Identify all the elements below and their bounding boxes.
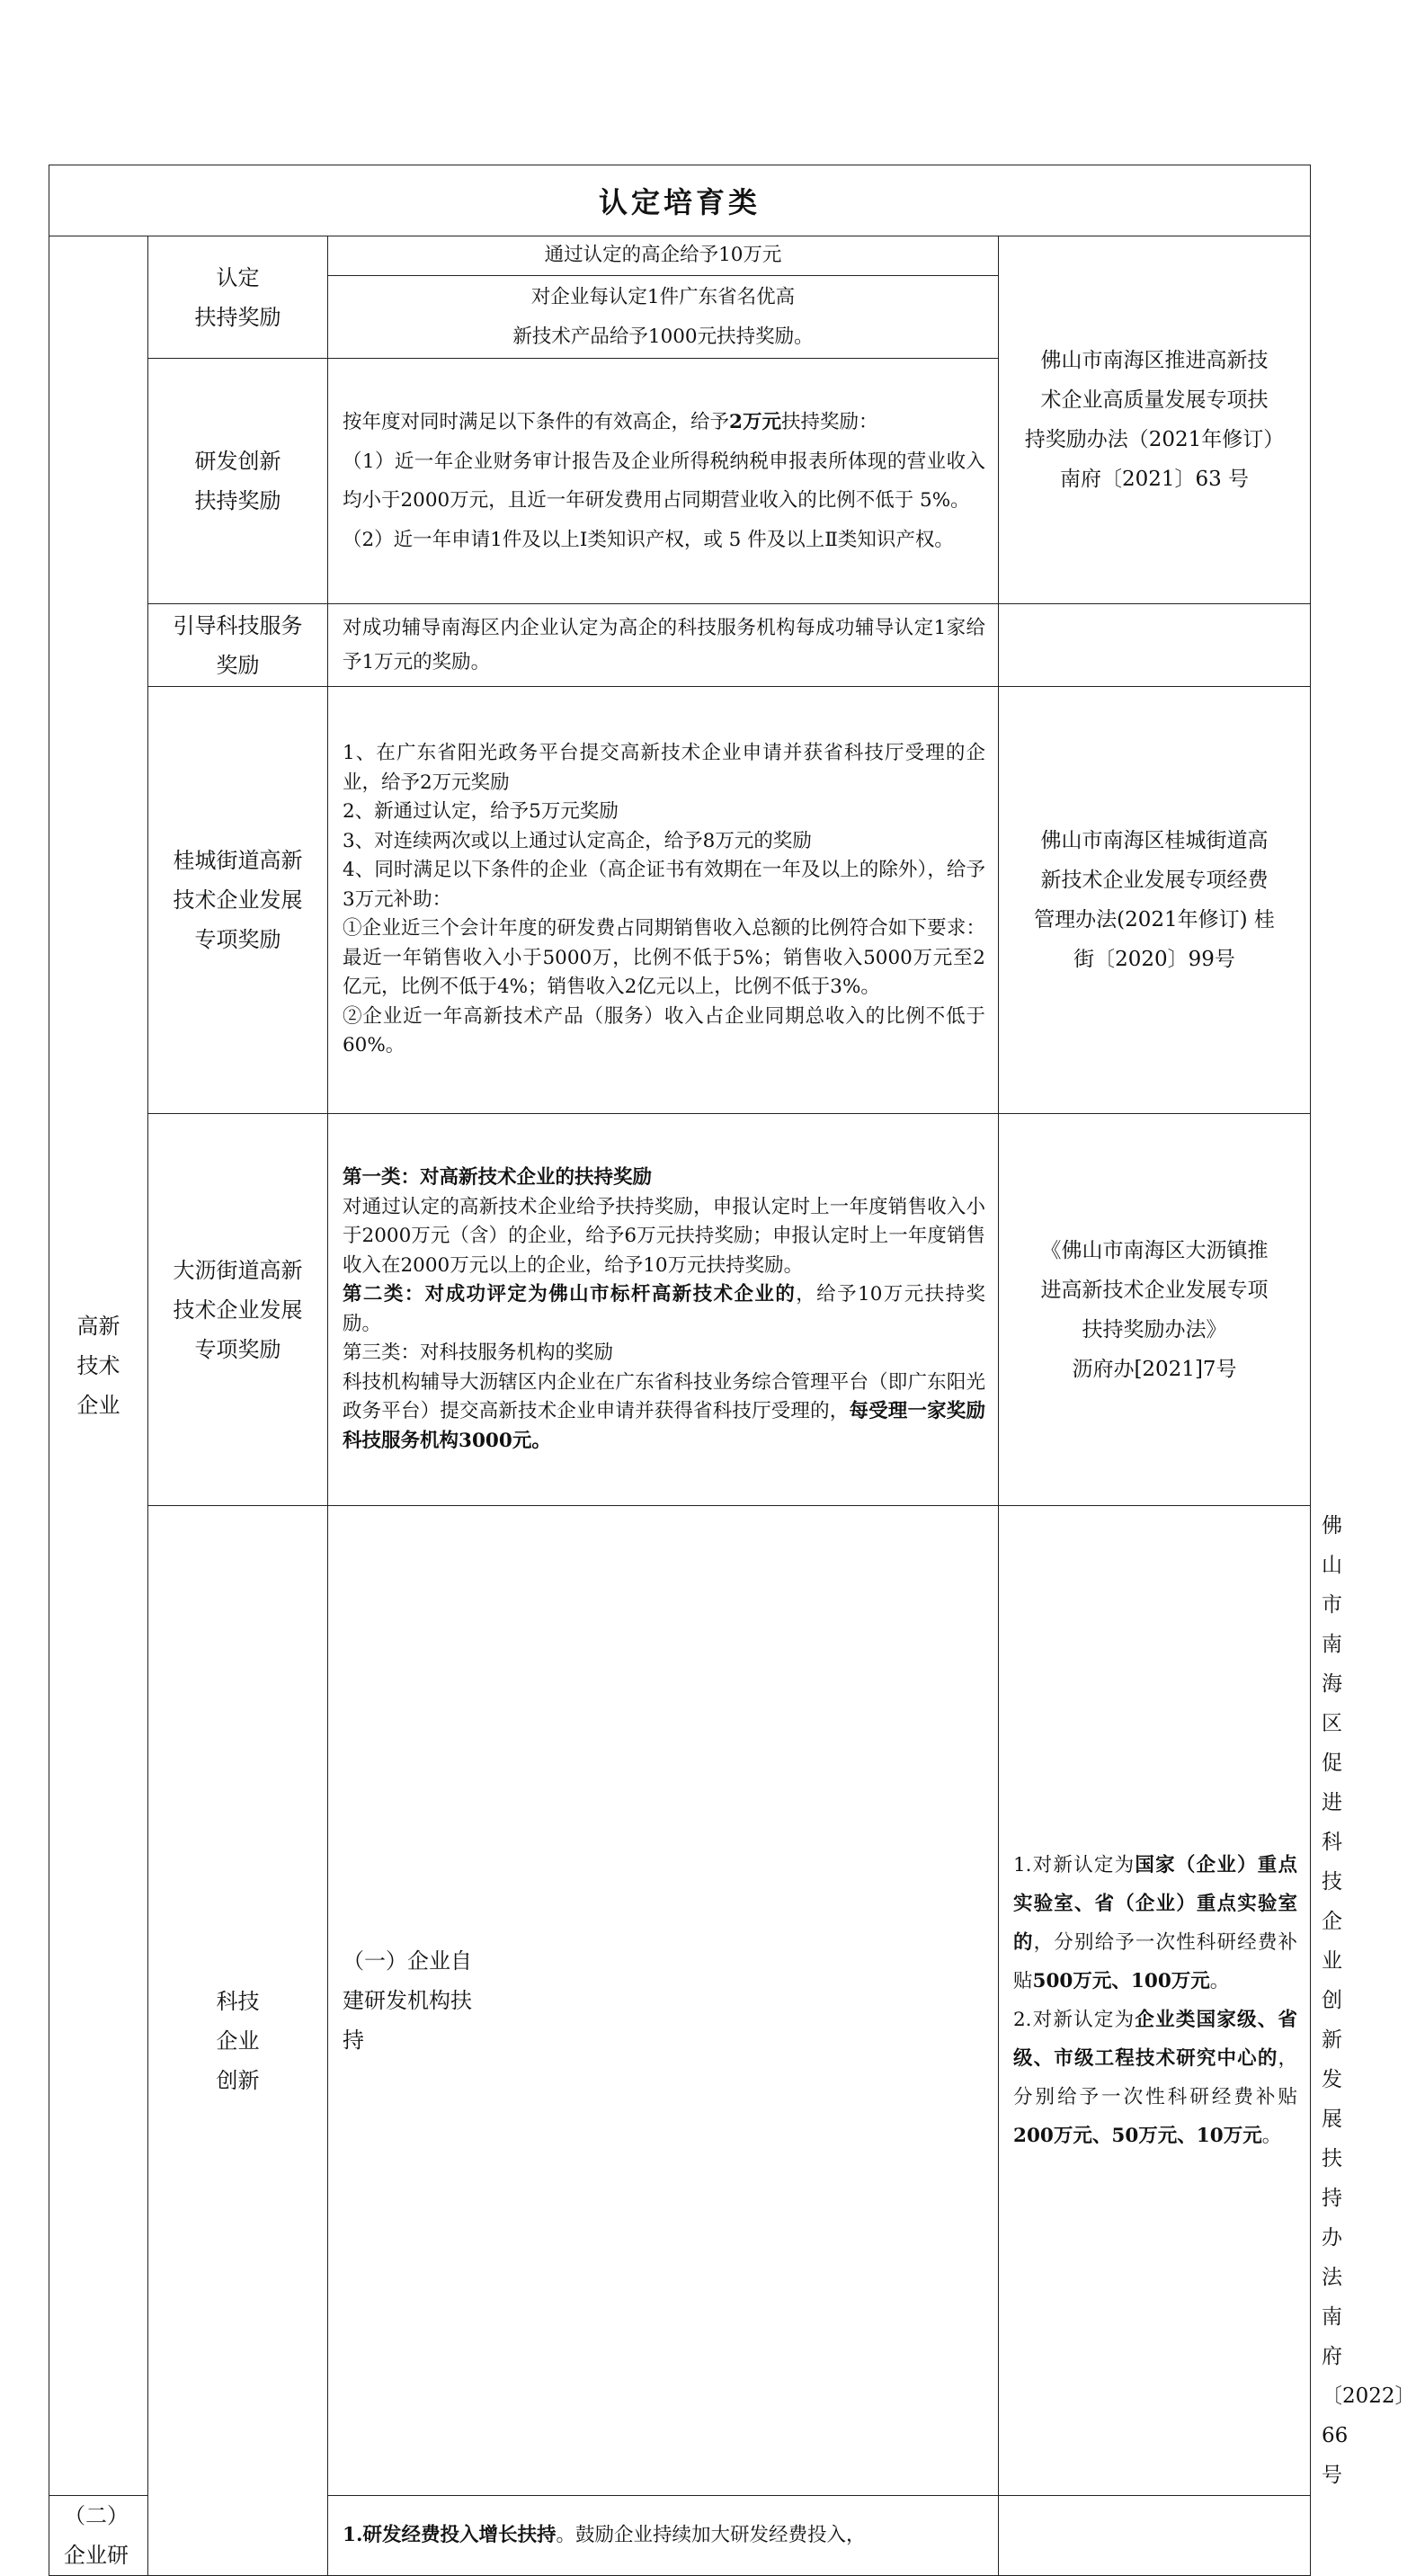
- intro-amount: 2万元: [729, 411, 781, 433]
- item-name-line: （一）企业自: [343, 1948, 472, 1974]
- item-name-dali: [148, 1114, 328, 1506]
- guicheng-item: 1、在广东省阳光政务平台提交高新技术企业申请并获省科技厅受理的企业，给予2万元奖励: [343, 742, 985, 794]
- policy-table: 认定培育类 高新技术企业 认定 扶持奖励 通过认定的高企给予10万元 佛山市南海区推进高新技 术企业高质量发展专项扶 持奖励办法（2021年修订） 南府〔2021〕63 号 对企业每认定1件广东省名优高 新技术产品给予1000元扶持奖励。 研发创新 扶持奖励 按年度对同时满足以下条件的有效高企，给予2万元扶持奖励： （1）近一年企业财务审计报告及企业所得税纳税申报表所体现的营业收入均小于2000万元，且近一年研发费用占同期营业收入的比例不低于 5%。 （2）近一年申请1件及以上Ⅰ类知识产权，或 5 件及以上Ⅱ类知识产权。 引导科技服务 奖励 对成功辅导南海区内企业认定为高企的科技服务机构每成功辅导认定1家给予1万元的奖励。 桂城街道高新 技术企业发展 专项奖励 1、在广东省阳光政务平台提交高新技术企业申请并获省科技厅受理的企业，给予2万元奖励 2、新通过认定，给予5万元奖励 3、对连续两次或以上通过认定高企，给予8万元的奖励 4、同时满足以下条件的企业（高企证书有效期在一年及以上的除外），给予3万元补助： ①企业近三个会计年度的研发费占同期销售收入总额的比例符合如下要求：最近一年销售收入小于5000万，比例不低于5%；销售收入5000万元至2亿元，比例不低于4%；销售收入2亿元以上，比例不低于3%。 ②企业近一年高新技术产品（服务）收入占企业同期总收入的比例不低于60%。 佛山市南海区桂城街道高 新技术企业发展专项经费 管理办法(2021年修订) 桂 街〔2020〕99号 大沥街道高新 技术企业发展 专项奖励 第一类：对高新技术企业的扶持奖励 对通过认定的高新技术企业给予扶持奖励，申报认定时上一年度销售收入小于2000万元（含）的企业，给予6万元扶持奖励；申报认定时上一年度销售收入在2000万元以上的企业，给予10万元扶持奖励。 第二类：对成功评定为佛山市标杆高新技术企业的，给予10万元扶持奖励。 第三类：对科技服务机构的奖励 科技机构辅导大沥辖区内企业在广东省科技业务综合管理平台（即广东阳光政务平台）提交高新技术企业申请并获得省科技厅受理的，每受理一家奖励科技服务机构3000元。 《佛山市南海区大沥镇推 进高新技术企业发展专项 扶持奖励办法》 沥府办[2021]7号 科技企业创新 （一）企业自 建研发机构扶 持 1.对新认定为国家（企业）重点实验室、省（企业）重点实验室的，分别给予一次性科研经费补贴500万元、100万元。 2.对新认定为企业类国家级、省级、市级工程技术研究中心的，分别给予一次性科研经费补贴200万元、50万元、10万元。 佛山市南海区促进科技企 业创新发展扶持办法 南府 〔2022〕66 号 （二）企业研 1.研发经费投入增长扶持。鼓励企业持续加大研发经费投入，: [49, 165, 1311, 2576]
- guicheng-item: 2、新通过认定，给予5万元奖励: [343, 800, 619, 824]
- category-cell-keji: [148, 1506, 328, 2576]
- guicheng-content: [328, 687, 999, 1114]
- dali-cat1-body: 对通过认定的高新技术企业给予扶持奖励，申报认定时上一年度销售收入小于2000万元（含）的企业，给予6万元扶持奖励；申报认定时上一年度销售收入在2000万元以上的企业，给予10万元扶持奖励。: [343, 1195, 985, 1277]
- item-name-line: 扶持奖励: [194, 304, 281, 330]
- category-cell-gaoxin: [49, 236, 148, 2496]
- dali-cat3: [343, 1368, 985, 1457]
- item-name-line: 技术企业发展: [173, 1297, 303, 1323]
- source-cell-1: [999, 236, 1311, 604]
- source-line: 持奖励办法（2021年修订）: [1024, 428, 1285, 451]
- dali-content: [328, 1114, 999, 1506]
- source-line: 沥府办[2021]7号: [1072, 1357, 1237, 1381]
- category-text: 高新技术企业: [76, 1314, 120, 1418]
- dali-cat1-title: 第一类：对高新技术企业的扶持奖励: [343, 1166, 653, 1189]
- dali-cat2-bold: 第二类：对成功评定为佛山市标杆高新技术企业的: [343, 1283, 797, 1306]
- item-name-line: 大沥街道高新: [173, 1257, 303, 1283]
- item-name-line: 扶持奖励: [194, 488, 281, 513]
- source-cell-dali: [999, 1114, 1311, 1506]
- p2-text: 2.对新认定为: [1013, 2009, 1135, 2031]
- item-name-line: 技术企业发展: [173, 887, 303, 913]
- intro-text: 按年度对同时满足以下条件的有效高企，给予: [343, 411, 730, 433]
- source-line: 术企业高质量发展专项扶: [1040, 388, 1269, 412]
- guicheng-item: 3、对连续两次或以上通过认定高企，给予8万元的奖励: [343, 829, 812, 852]
- rending-content-2: [328, 276, 999, 359]
- dali-cat2: [343, 1280, 985, 1339]
- item-name-line: 桂城街道高新: [173, 848, 303, 873]
- item-name-guicheng: [148, 687, 328, 1114]
- guicheng-item: 4、同时满足以下条件的企业（高企证书有效期在一年及以上的除外），给予3万元补助：: [343, 859, 985, 911]
- content-line: 新技术产品给予1000元扶持奖励。: [512, 325, 814, 348]
- item-name-yanfa: [148, 359, 328, 604]
- yanfa2-bold: 1.研发经费投入增长扶持: [343, 2524, 557, 2546]
- table-title: 认定培育类: [49, 165, 1311, 236]
- source-cell-yanfa2: [999, 2496, 1311, 2576]
- item-name-line: 专项奖励: [194, 1336, 281, 1362]
- source-line: 扶持奖励办法》: [1082, 1317, 1227, 1341]
- yanfa-condition-2: （2）近一年申请1件及以上Ⅰ类知识产权，或 5 件及以上Ⅱ类知识产权。: [343, 528, 954, 551]
- item-name-line: 建研发机构扶: [343, 1988, 472, 2013]
- item-name-rending: [148, 236, 328, 359]
- intro-tail: 扶持奖励：: [780, 411, 878, 433]
- zijian-p1: [1013, 1846, 1297, 2001]
- guicheng-item: ②企业近一年高新技术产品（服务）收入占企业同期总收入的比例不低于60%。: [343, 1004, 985, 1057]
- item-name-line: 专项奖励: [194, 927, 281, 952]
- item-name-line: 持: [343, 2028, 364, 2053]
- dali-cat3-title: 第三类：对科技服务机构的奖励: [343, 1341, 614, 1364]
- yanfa-intro: [343, 403, 985, 442]
- dali-cat3-body: 科技机构辅导大沥辖区内企业在广东省科技业务综合管理平台（即广东阳光政务平台）提交高新技术企业申请并获得省科技厅受理的，: [343, 1370, 985, 1422]
- p1-text: 1.对新认定为: [1013, 1854, 1135, 1876]
- source-line: 街〔2020〕99号: [1073, 948, 1235, 971]
- p1-amount: 500万元、100万元: [1032, 1970, 1210, 1992]
- source-cell-guicheng: [999, 687, 1311, 1114]
- item-name-line: 奖励: [216, 652, 260, 678]
- source-line: 《佛山市南海区大沥镇推: [1040, 1238, 1269, 1262]
- item-name-yindao: [148, 604, 328, 687]
- rending-content-1: 通过认定的高企给予10万元: [328, 236, 999, 276]
- item-name-yanfa2: （二）企业研: [49, 2496, 148, 2576]
- source-line: 进高新技术企业发展专项: [1040, 1278, 1269, 1302]
- guicheng-item: ①企业近三个会计年度的研发费占同期销售收入总额的比例符合如下要求：最近一年销售收入小于5000万，比例不低于5%；销售收入5000万元至2亿元，比例不低于4%；销售收入2亿元以上，比例不低于3%。: [343, 917, 985, 999]
- source-line: 新技术企业发展专项经费: [1040, 869, 1269, 892]
- item-name-zijian: [328, 1506, 999, 2496]
- yanfa-content: [328, 359, 999, 604]
- yanfa2-content: [328, 2496, 999, 2576]
- zijian-content: [999, 1506, 1311, 2496]
- content-line: 对企业每认定1件广东省名优高: [530, 286, 796, 308]
- p1-bold: 国家（企业）重点实验室、省（企业）重点实验室的: [1013, 1854, 1298, 1954]
- dali-cat2-rest: ，给予10万元扶持奖励。: [343, 1283, 985, 1335]
- source-line: 佛山市南海区桂城街道高: [1040, 829, 1269, 852]
- yanfa2-rest: 。鼓励企业持续加大研发经费投入，: [556, 2524, 866, 2546]
- p2-text: ，分别给予一次性科研经费补贴: [1013, 2047, 1298, 2108]
- policy-document-page: [49, 165, 1416, 2576]
- source-cell-empty: [999, 604, 1311, 687]
- p2-end: 。: [1261, 2125, 1282, 2147]
- p1-text: ，分别给予一次性科研经费补贴: [1013, 1931, 1297, 1992]
- category-text: 科技企业创新: [216, 1988, 260, 2093]
- p1-end: 。: [1209, 1970, 1230, 1992]
- source-line: 南府〔2021〕63 号: [1059, 468, 1250, 491]
- yindao-content: 对成功辅导南海区内企业认定为高企的科技服务机构每成功辅导认定1家给予1万元的奖励。: [328, 604, 999, 687]
- yanfa-condition-1: （1）近一年企业财务审计报告及企业所得税纳税申报表所体现的营业收入均小于2000万元，且近一年研发费用占同期营业收入的比例不低于 5%。: [343, 450, 985, 512]
- p2-bold: 企业类国家级、省级、市级工程技术研究中心的: [1013, 2009, 1298, 2070]
- p2-amount: 200万元、50万元、10万元: [1013, 2125, 1262, 2147]
- source-line: 管理办法(2021年修订) 桂: [1034, 908, 1275, 931]
- item-name-line: 引导科技服务: [173, 612, 303, 638]
- item-name-line: 认定: [216, 264, 260, 290]
- item-name-line: 研发创新: [194, 449, 281, 474]
- zijian-p2: [1013, 2001, 1297, 2155]
- source-line: 佛山市南海区推进高新技: [1040, 349, 1269, 372]
- dali-cat3-bold: 每受理一家奖励科技服务机构3000元。: [343, 1400, 985, 1452]
